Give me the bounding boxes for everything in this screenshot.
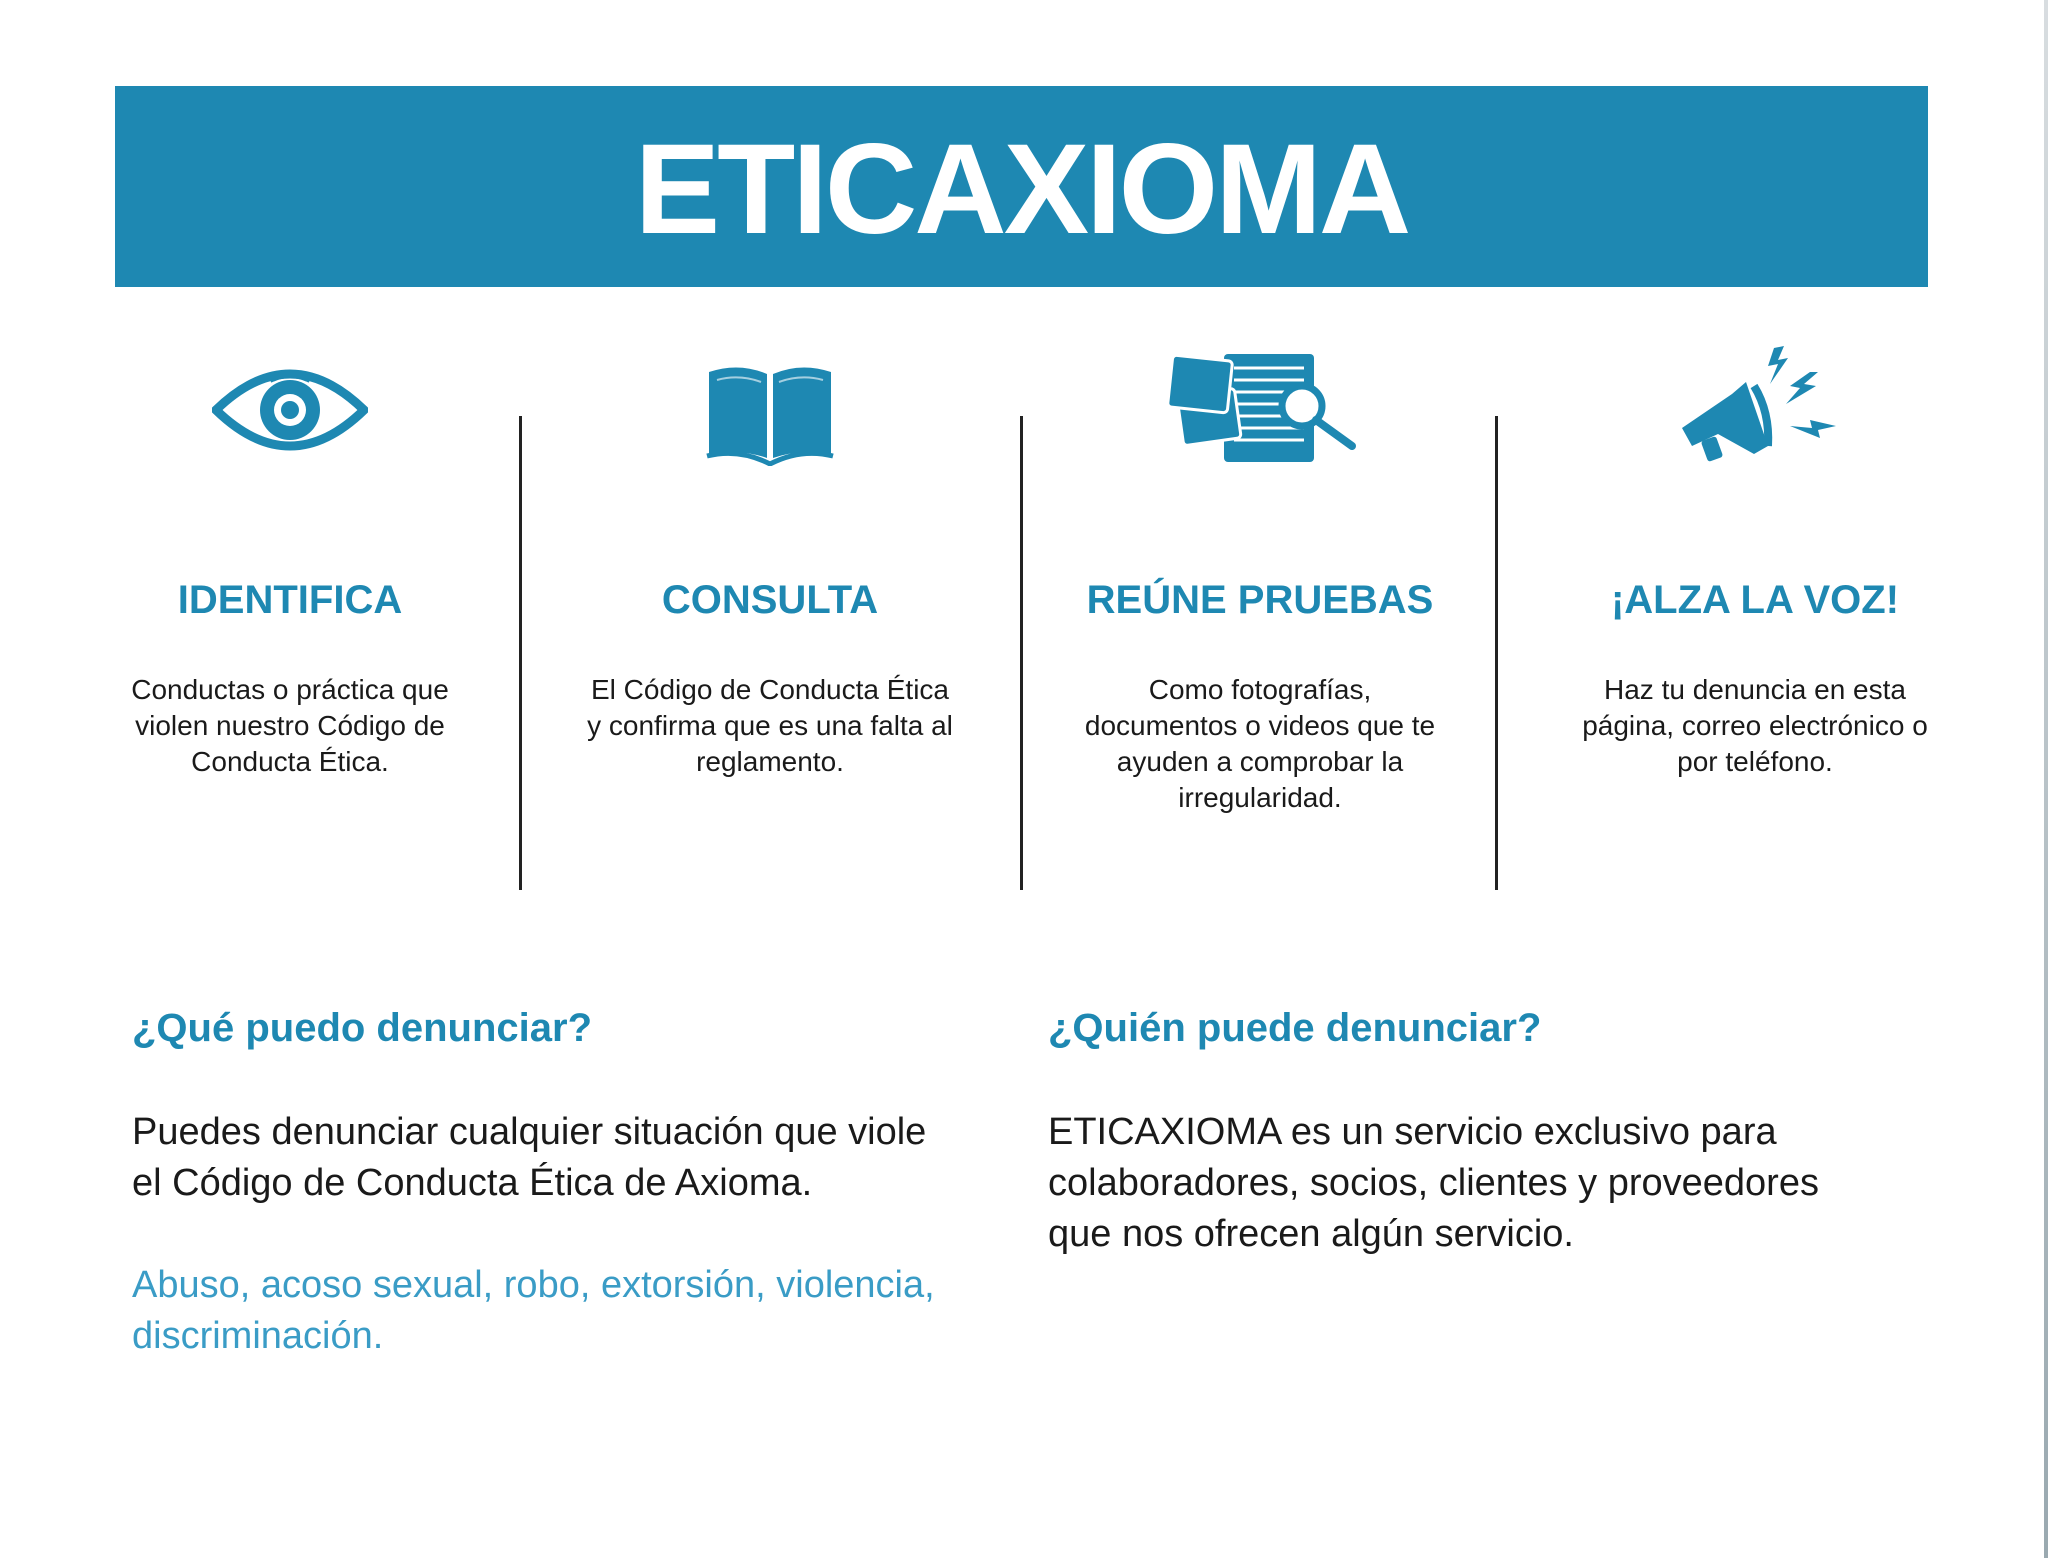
step-alza-la-voz — [1540, 330, 1970, 780]
step-desc-line: Haz tu denuncia en esta — [1604, 674, 1906, 705]
step-reune-pruebas — [1055, 330, 1465, 816]
step-desc-line: Conductas o práctica que — [131, 674, 449, 705]
what-can-report-title: ¿Qué puedo denunciar? — [132, 1006, 593, 1050]
step-description — [1540, 672, 1970, 780]
step-title: REÚNE PRUEBAS — [1086, 578, 1434, 622]
step-desc-line: violen nuestro Código de — [135, 710, 445, 741]
text-line: que nos ofrecen algún servicio. — [1048, 1213, 1574, 1255]
step-desc-line: El Código de Conducta Ética — [591, 674, 949, 705]
step-title: ¡ALZA LA VOZ! — [1610, 578, 1900, 622]
step-title: IDENTIFICA — [177, 578, 403, 622]
text-line: discriminación. — [132, 1315, 384, 1357]
step-description — [1055, 672, 1465, 816]
step-desc-line: por teléfono. — [1677, 746, 1833, 777]
step-identifica — [100, 330, 480, 780]
step-description — [560, 672, 980, 780]
book-icon — [560, 330, 980, 480]
step-consulta — [560, 330, 980, 780]
text-line: colaboradores, socios, clientes y proveedores — [1048, 1162, 1819, 1204]
step-desc-line: irregularidad. — [1178, 782, 1342, 813]
documents-magnifier-icon — [1055, 330, 1465, 480]
column-divider-3 — [1495, 416, 1498, 890]
header-banner — [115, 86, 1928, 287]
text-line: Abuso, acoso sexual, robo, extorsión, violencia, — [132, 1264, 935, 1306]
page-edge-shadow — [2044, 0, 2048, 1558]
eye-icon — [100, 330, 480, 480]
what-can-report-text — [132, 1107, 1032, 1209]
column-divider-1 — [519, 416, 522, 890]
report-examples — [132, 1260, 1032, 1362]
step-desc-line: Como fotografías, — [1148, 674, 1372, 705]
banner-title: ETICAXIOMA — [634, 117, 1409, 261]
step-description — [100, 672, 480, 780]
step-desc-line: Conducta Ética. — [191, 746, 389, 777]
step-desc-line: página, correo electrónico o — [1582, 710, 1928, 741]
step-desc-line: ayuden a comprobar la — [1116, 746, 1404, 777]
text-line: ETICAXIOMA es un servicio exclusivo para — [1048, 1111, 1777, 1153]
text-line: el Código de Conducta Ética de Axioma. — [132, 1162, 813, 1204]
who-can-report-title: ¿Quién puede denunciar? — [1048, 1006, 1542, 1050]
megaphone-icon — [1540, 330, 1970, 480]
text-line: Puedes denunciar cualquier situación que viole — [132, 1111, 927, 1153]
step-desc-line: reglamento. — [696, 746, 844, 777]
step-desc-line: y confirma que es una falta al — [587, 710, 953, 741]
step-title: CONSULTA — [661, 578, 879, 622]
step-desc-line: documentos o videos que te — [1084, 710, 1436, 741]
who-can-report-text — [1048, 1107, 1968, 1260]
column-divider-2 — [1020, 416, 1023, 890]
